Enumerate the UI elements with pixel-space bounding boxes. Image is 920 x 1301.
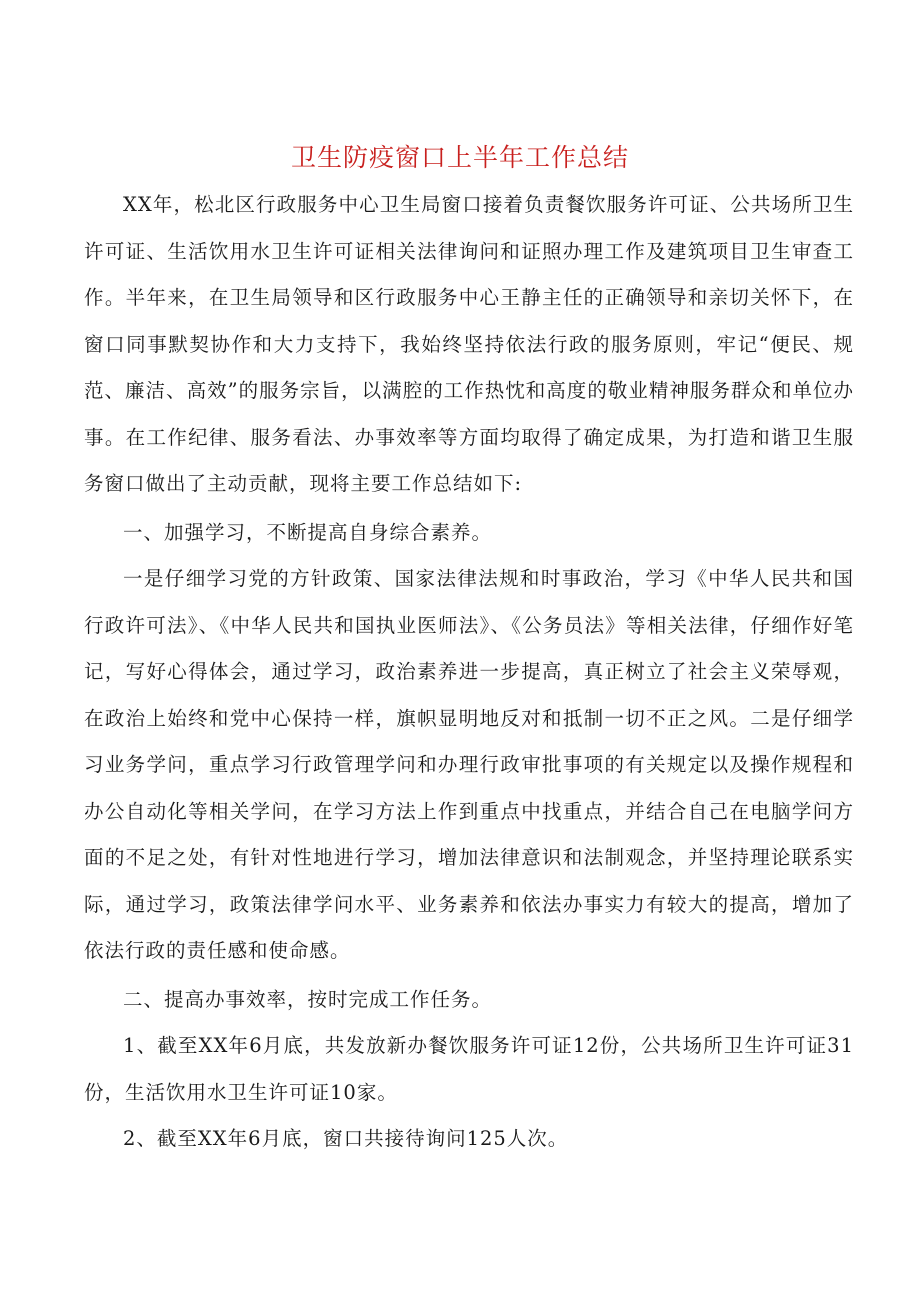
stats-item-2: 2、截至XX年6月底，窗口共接待询问125人次。 — [123, 1127, 569, 1150]
stats-item-1: 1、截至XX年6月底，共发放新办餐饮服务许可证12份，公共场所卫生许可证31份，生活饮用水卫生许可证10家。 — [84, 1034, 854, 1104]
section-heading-2: 二、提高办事效率，按时完成工作任务。 — [123, 987, 493, 1011]
document-body — [84, 182, 854, 1163]
study-paragraph: 一是仔细学习党的方针政策、国家法律法规和时事政治，学习《中华人民共和国行政许可法》、《中华人民共和国执业医师法》、《公务员法》等相关法律，仔细作好笔记，写好心得体会，通过学习，政治素养进一步提高，真正树立了社会主义荣辱观，在政治上始终和党中心保持一样，旗帜显明地反对和抵制一切不正之风。二是仔细学习业务学问，重点学习行政管理学问和办理行政审批事项的有关规定以及操作规程和办公自动化等相关学问，在学习方法上作到重点中找重点，并结合自己在电脑学问方面的不足之处，有针对性地进行学习，增加法律意识和法制观念，并坚持理论联系实际，通过学习，政策法律学问水平、业务素养和依法办事实力有较大的提高，增加了依法行政的责任感和使命感。 — [84, 567, 854, 962]
section-heading-1: 一、加强学习，不断提高自身综合素养。 — [123, 520, 493, 544]
intro-paragraph: XX年，松北区行政服务中心卫生局窗口接着负责餐饮服务许可证、公共场所卫生许可证、生活饮用水卫生许可证相关法律询问和证照办理工作及建筑项目卫生审查工作。半年来，在卫生局领导和区行政服务中心王静主任的正确领导和亲切关怀下，在窗口同事默契协作和大力支持下，我始终坚持依法行政的服务原则，牢记“便民、规范、廉洁、高效”的服务宗旨，以满腔的工作热忱和高度的敬业精神服务群众和单位办事。在工作纪律、服务看法、办事效率等方面均取得了确定成果，为打造和谐卫生服务窗口做出了主动贡献，现将主要工作总结如下: — [84, 193, 854, 495]
document-title: 卫生防疫窗口上半年工作总结 — [290, 143, 629, 172]
